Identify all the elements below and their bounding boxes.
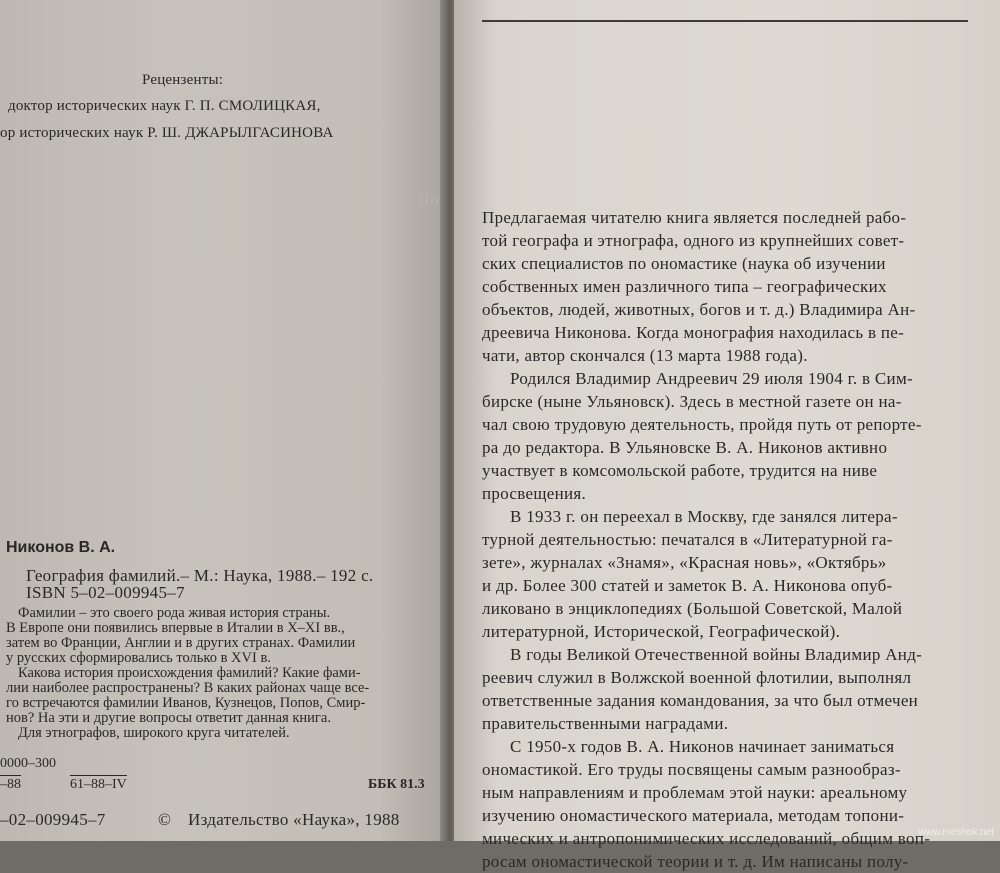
reviewer-2: ор исторических наук Р. Ш. ДЖАРЫЛГАСИНОВА bbox=[0, 125, 334, 141]
text-line: ра до редактора. В Ульяновске В. А. Никонов активно bbox=[482, 438, 888, 457]
bleed-through-text: По bbox=[418, 192, 440, 209]
text-line: ских специалистов по ономастике (наука об изучении bbox=[482, 254, 886, 273]
catalog-code-2: –88 bbox=[0, 777, 21, 792]
text-line: В годы Великой Отечественной войны Владимир Анд- bbox=[510, 645, 923, 664]
isbn: ISBN 5–02–009945–7 bbox=[26, 583, 185, 602]
annotation-line: нов? На эти и другие вопросы ответит данная книга. bbox=[6, 710, 331, 726]
text-line: росам ономастической теории и т. д. Им написаны полу- bbox=[482, 852, 909, 871]
annotation-line: го встречаются фамилии Иванов, Кузнецов, Попов, Смир- bbox=[6, 695, 366, 711]
catalog-code-1: 0000–300 bbox=[0, 756, 56, 771]
text-line: правительственными наградами. bbox=[482, 714, 729, 733]
catalog-code-3: 61–88–IV bbox=[70, 777, 127, 792]
copyright-isbn: –02–009945–7 bbox=[0, 810, 106, 829]
annotation-line: Для этнографов, широкого круга читателей. bbox=[18, 725, 290, 741]
text-line: мических и антропонимических исследований, общим воп- bbox=[482, 829, 931, 848]
publisher-line: Издательство «Наука», 1988 bbox=[188, 810, 400, 829]
text-line: С 1950-х годов В. А. Никонов начинает заниматься bbox=[510, 737, 895, 756]
text-line: Предлагаемая читателю книга является последней рабо- bbox=[482, 208, 907, 227]
reviewers-heading: Рецензенты: bbox=[142, 72, 224, 88]
text-line: ликовано в энциклопедиях (Большой Советской, Малой bbox=[482, 599, 903, 618]
text-line: В 1933 г. он переехал в Москву, где занялся литера- bbox=[510, 507, 898, 526]
top-rule bbox=[482, 20, 968, 22]
annotation-line: В Европе они появились впервые в Италии в X–XI вв., bbox=[6, 620, 345, 636]
text-line: чал свою трудовую деятельность, пройдя путь от репорте- bbox=[482, 415, 922, 434]
annotation-line: лии наиболее распространены? В каких районах чаще все- bbox=[6, 680, 370, 696]
annotation-line: Какова история происхождения фамилий? Какие фами- bbox=[18, 665, 361, 681]
text-line: ономастикой. Его труды посвящены самым разнообраз- bbox=[482, 760, 901, 779]
text-line: дреевича Никонова. Когда монография находилась в пе- bbox=[482, 323, 905, 342]
text-line: Родился Владимир Андреевич 29 июля 1904 г. в Сим- bbox=[510, 369, 913, 388]
text-line: чати, автор скончался (13 марта 1988 года). bbox=[482, 346, 808, 365]
text-line: зете», журналах «Знамя», «Красная новь», «Октябрь» bbox=[482, 553, 887, 572]
text-line: и др. Более 300 статей и заметок В. А. Никонова опуб- bbox=[482, 576, 893, 595]
text-line: ным направлениям и проблемам этой науки: ареальному bbox=[482, 783, 908, 802]
body-text bbox=[482, 206, 930, 873]
text-line: просвещения. bbox=[482, 484, 587, 503]
left-page bbox=[0, 0, 446, 841]
reviewer-1: доктор исторических наук Г. П. СМОЛИЦКАЯ, bbox=[8, 98, 321, 114]
text-line: той географа и этнографа, одного из крупнейших совет- bbox=[482, 231, 905, 250]
text-line: реевич служил в Волжской военной флотилии, выполнял bbox=[482, 668, 912, 687]
text-line: ответственные задания командования, за что был отмечен bbox=[482, 691, 919, 710]
text-line: бирске (ныне Ульяновск). Здесь в местной газете он на- bbox=[482, 392, 902, 411]
author-name: Никонов В. А. bbox=[6, 539, 116, 556]
text-line: турной деятельностью: печатался в «Литературной га- bbox=[482, 530, 893, 549]
annotation-line: затем во Франции, Англии и в других странах. Фамилии bbox=[6, 635, 356, 651]
text-line: участвует в комсомольской работе, трудится на ниве bbox=[482, 461, 878, 480]
bibliographic-line: География фамилий.– М.: Наука, 1988.– 192 с. bbox=[26, 566, 374, 585]
bbk-code: ББК 81.3 bbox=[368, 777, 425, 792]
annotation-block bbox=[6, 606, 369, 741]
text-line: объектов, людей, животных, богов и т. д.) Владимира Ан- bbox=[482, 300, 916, 319]
text-line: собственных имен различного типа – географических bbox=[482, 277, 887, 296]
annotation-line: Фамилии – это своего рода живая история страны. bbox=[18, 605, 331, 621]
copyright-sign: © bbox=[158, 810, 172, 829]
annotation-line: у русских сформировались только в XVI в. bbox=[6, 650, 271, 666]
text-line: литературной, Исторической, Географической). bbox=[482, 622, 841, 641]
text-line: изучению ономастического материала, методам топони- bbox=[482, 806, 905, 825]
site-watermark: www.meshok.net bbox=[918, 827, 994, 838]
